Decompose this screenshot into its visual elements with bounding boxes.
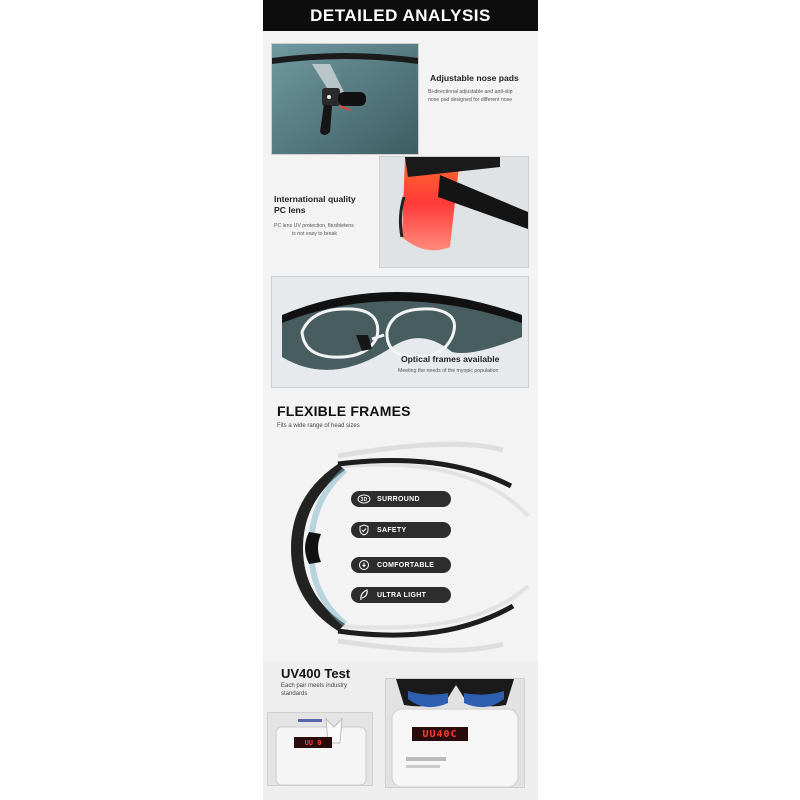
3d-icon xyxy=(357,492,371,506)
nose-pad-photo xyxy=(271,43,419,155)
product-detail-strip xyxy=(263,0,538,800)
uv-meter-photo-left xyxy=(267,712,373,786)
feature-desc-line: Bi-directional adjustable and anti-slip xyxy=(428,89,513,95)
uv-meter-photo-right xyxy=(385,678,525,788)
feature-desc-optical: Meeting the needs of the myopic population xyxy=(398,368,499,374)
feature-title-nose-pads: Adjustable nose pads xyxy=(430,73,519,83)
feature-desc-pc-lens xyxy=(274,222,354,238)
flexible-frames-illustration xyxy=(263,436,538,661)
uv-meter-display-left: UU 0 xyxy=(294,737,332,748)
feather-icon xyxy=(357,588,371,602)
pc-lens-photo xyxy=(379,156,529,268)
pill-label: SURROUND xyxy=(377,495,420,503)
feature-desc-line: PC lens UV protection, flexibletens xyxy=(274,223,354,229)
comfort-icon xyxy=(357,558,371,572)
feature-title-line: PC lens xyxy=(274,205,306,215)
feature-desc-line: nose pad designed for different nose xyxy=(428,97,513,103)
3d-icon-text: 3D xyxy=(360,497,368,503)
feature-pill-safety xyxy=(351,522,451,538)
flexible-frames-title: FLEXIBLE FRAMES xyxy=(277,403,411,419)
feature-desc-nose-pads xyxy=(428,88,513,104)
detailed-analysis-banner xyxy=(263,0,538,31)
shield-check-icon xyxy=(357,523,371,537)
feature-pill-ultra-light xyxy=(351,587,451,603)
feature-title-line: International quality xyxy=(274,194,356,204)
uv-meter-display-right: UU40C xyxy=(412,727,468,741)
feature-title-optical: Optical frames available xyxy=(401,354,500,364)
feature-desc-line: is not easy to break xyxy=(292,231,337,237)
uv400-test-section xyxy=(263,662,538,800)
feature-pill-comfortable xyxy=(351,557,451,573)
banner-title: DETAILED ANALYSIS xyxy=(310,5,491,25)
pill-label: ULTRA LIGHT xyxy=(377,591,427,599)
feature-title-pc-lens xyxy=(274,194,356,216)
uv-test-subtitle: Each pair meets industry standards xyxy=(281,683,348,697)
flexible-frames-subtitle: Fits a wide range of head sizes xyxy=(277,423,360,429)
uv-test-title: UV400 Test xyxy=(281,666,351,681)
pill-label: SAFETY xyxy=(377,526,407,534)
flexible-frame-drawing xyxy=(263,436,538,661)
pill-label: COMFORTABLE xyxy=(377,561,435,569)
feature-pill-3d-surround xyxy=(351,491,451,507)
